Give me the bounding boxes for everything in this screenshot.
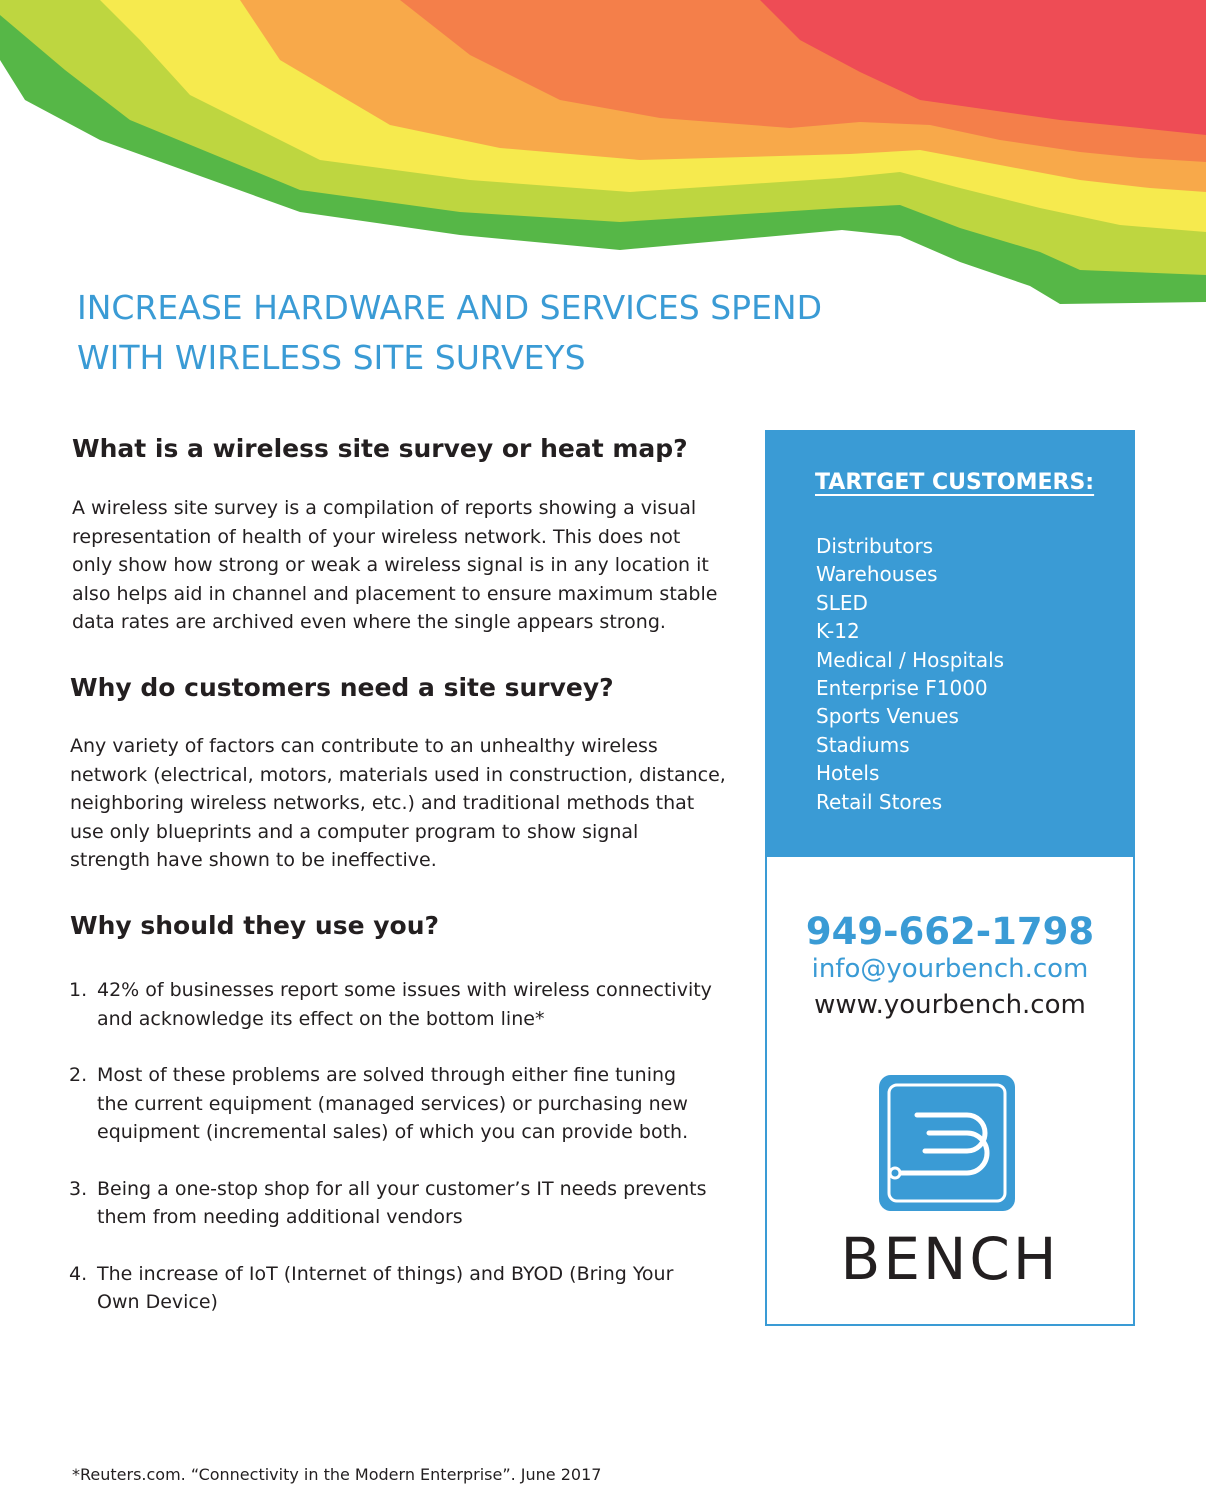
list-item-line: and acknowledge its effect on the bottom line* xyxy=(97,1007,545,1030)
customer-item: Retail Stores xyxy=(816,789,943,814)
customer-item: K-12 xyxy=(816,619,860,644)
customer-item: Warehouses xyxy=(816,562,938,587)
customer-item: Medical / Hospitals xyxy=(816,647,1005,672)
target-customers-box xyxy=(767,432,1133,857)
section2-line: Any variety of factors can contribute to an unhealthy wireless xyxy=(70,735,658,757)
customer-item: Sports Venues xyxy=(816,704,959,729)
bench-logo-icon xyxy=(877,1073,1017,1213)
customer-item: Stadiums xyxy=(816,732,910,757)
section2-line: neighboring wireless networks, etc.) and traditional methods that xyxy=(70,792,695,814)
email-address: info@yourbench.com xyxy=(811,954,1089,984)
list-item-text xyxy=(69,1061,739,1147)
list-item-number: 4. xyxy=(69,1262,88,1285)
list-item-line: them from needing additional vendors xyxy=(97,1206,463,1228)
section1-line: representation of health of your wireless network. This does not xyxy=(72,525,681,548)
page-title xyxy=(77,283,822,383)
list-item-line: 42% of businesses report some issues with wireless connectivity xyxy=(97,979,712,1001)
list-item-line: equipment (incremental sales) of which you can provide both. xyxy=(97,1121,689,1143)
customer-item: Distributors xyxy=(816,534,934,558)
list-item-text xyxy=(69,1260,739,1317)
section2-line: strength have shown to be ineffective. xyxy=(70,849,437,871)
phone-number: 949-662-1798 xyxy=(805,910,1095,953)
section1-line: only show how strong or weak a wireless signal is in any location it xyxy=(72,554,709,576)
title-line-2: WITH WIRELESS SITE SURVEYS xyxy=(77,338,586,377)
section2-heading: Why do customers need a site survey? xyxy=(70,673,614,702)
list-item-line: The increase of IoT (Internet of things) and BYOD (Bring Your xyxy=(97,1262,674,1285)
list-item-text xyxy=(69,1175,739,1232)
customer-item: Enterprise F1000 xyxy=(816,676,988,701)
title-line-1: INCREASE HARDWARE AND SERVICES SPEND xyxy=(77,288,823,327)
list-item-line: Most of these problems are solved through either fine tuning xyxy=(97,1064,677,1086)
website-url: www.yourbench.com xyxy=(814,990,1086,1020)
bench-logo-text: BENCH xyxy=(840,1225,1060,1293)
footnote: *Reuters.com. “Connectivity in the Modern Enterprise”. June 2017 xyxy=(72,1465,602,1484)
list-item xyxy=(69,1061,739,1147)
list-item xyxy=(69,976,739,1033)
list-item-line: Own Device) xyxy=(97,1291,218,1313)
list-item-text xyxy=(69,976,739,1033)
list-item-number: 3. xyxy=(69,1177,88,1200)
section1-heading: What is a wireless site survey or heat map? xyxy=(72,434,688,463)
list-item-number: 2. xyxy=(69,1064,88,1086)
reasons-list xyxy=(69,976,739,1345)
section2-line: use only blueprints and a computer program to show signal xyxy=(70,820,639,843)
customer-item: Hotels xyxy=(816,761,880,786)
contact-panel xyxy=(765,430,1135,1326)
list-item xyxy=(69,1175,739,1232)
customer-item: SLED xyxy=(816,590,868,615)
section2-line: network (electrical, motors, materials used in construction, distance, xyxy=(70,763,726,786)
section1-line: data rates are archived even where the single appears strong. xyxy=(72,611,666,633)
list-item xyxy=(69,1260,739,1317)
section3-heading: Why should they use you? xyxy=(70,911,440,940)
target-customers-heading: TARTGET CUSTOMERS: xyxy=(815,470,1095,495)
heatmap-banner xyxy=(0,0,1206,310)
section1-line: A wireless site survey is a compilation of reports showing a visual xyxy=(72,497,697,519)
section1-paragraph xyxy=(72,494,717,637)
section1-line: also helps aid in channel and placement to ensure maximum stable xyxy=(72,582,718,605)
list-item-number: 1. xyxy=(69,979,88,1001)
section2-paragraph xyxy=(70,732,726,875)
customer-list xyxy=(816,532,1004,816)
list-item-line: the current equipment (managed services) or purchasing new xyxy=(97,1092,688,1115)
list-item-line: Being a one-stop shop for all your customer’s IT needs prevents xyxy=(97,1177,707,1200)
